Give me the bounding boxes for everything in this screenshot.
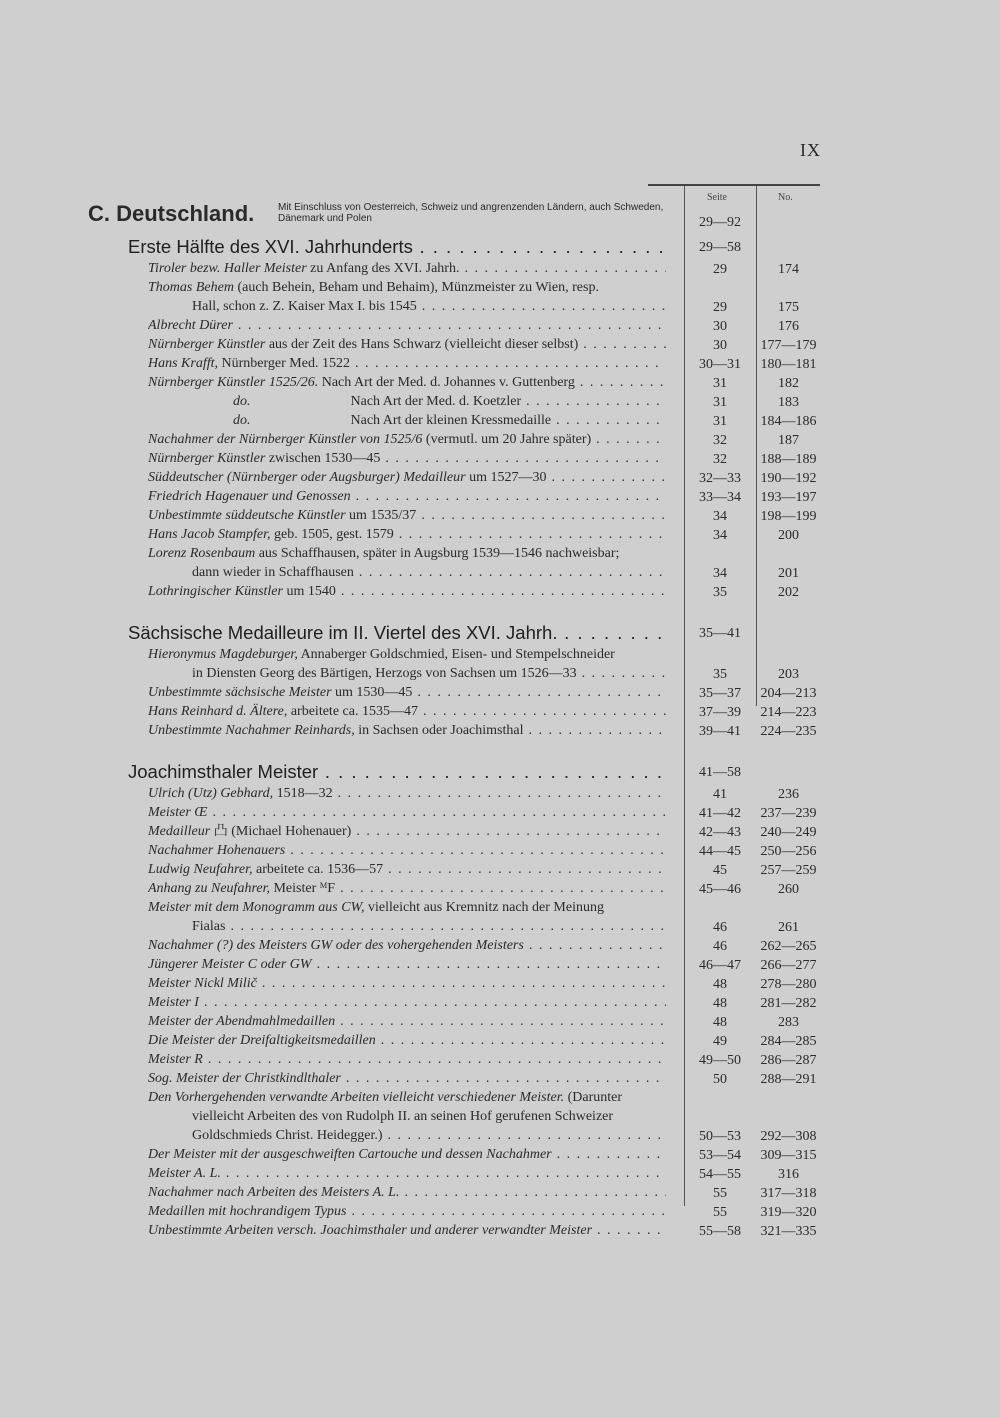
entry-number: 262—265 xyxy=(760,939,817,954)
entry-name: Thomas Behem xyxy=(148,280,234,295)
entry-number: 250—256 xyxy=(760,844,817,859)
toc-entry xyxy=(148,526,666,544)
entry-name: Hans Krafft, xyxy=(148,356,219,371)
entry-seite: 29 xyxy=(713,300,727,315)
entry-name: Medailleur xyxy=(148,824,211,839)
entry-number: 284—285 xyxy=(760,1034,817,1049)
toc-entry xyxy=(148,861,666,879)
toc-entry xyxy=(148,488,666,506)
toc-entry xyxy=(148,684,666,702)
toc-entry xyxy=(148,880,666,898)
toc-entry xyxy=(148,1089,666,1107)
entry-number: 198—199 xyxy=(760,509,817,524)
entry-seite: 34 xyxy=(713,566,727,581)
entry-name: Albrecht Dürer xyxy=(148,318,233,333)
entry-name: Meister der Abendmahlmedaillen xyxy=(148,1014,336,1029)
toc-entry xyxy=(148,1032,666,1050)
entry-number: 288—291 xyxy=(760,1072,817,1087)
entry-number: 204—213 xyxy=(760,686,817,701)
section-subtitle: Mit Einschluss von Oesterreich, Schweiz und angrenzenden Ländern, auch Schweden, Dänemark und Polen xyxy=(278,202,664,224)
entry-seite: 55 xyxy=(713,1186,727,1201)
entry-name: Meister Œ xyxy=(148,805,208,820)
entry-number: 203 xyxy=(778,667,799,682)
entry-name: Die Meister der Dreifaltigkeitsmedaillen xyxy=(148,1033,376,1048)
entry-seite: 29—58 xyxy=(699,240,741,255)
entry-seite: 41—42 xyxy=(699,806,741,821)
entry-seite: 49 xyxy=(713,1034,727,1049)
entry-description: Annaberger Goldschmied, Eisen- und Stempelschneider xyxy=(297,647,615,662)
entry-description: Nach Art der kleinen Kressmedaille xyxy=(350,413,552,428)
entry-seite: 32—33 xyxy=(699,471,741,486)
entry-number: 190—192 xyxy=(760,471,817,486)
page-number: IX xyxy=(800,140,821,160)
entry-name: Meister R xyxy=(148,1052,203,1067)
entry-seite: 34 xyxy=(713,509,727,524)
entry-number: 177—179 xyxy=(760,338,817,353)
toc-entry: vielleicht Arbeiten des von Rudolph II. an seinen Hof gerufenen Schweizer xyxy=(192,1109,614,1124)
entry-name: Lorenz Rosenbaum xyxy=(148,546,256,561)
entry-description: um 1527—30 xyxy=(465,470,547,485)
toc-entry xyxy=(148,842,666,860)
toc-entry xyxy=(148,899,666,917)
toc-entry xyxy=(148,583,666,601)
entry-seite: 42—43 xyxy=(699,825,741,840)
entry-seite: 41 xyxy=(713,787,727,802)
entry-seite: 46 xyxy=(713,939,727,954)
entry-number: 321—335 xyxy=(760,1224,817,1239)
entry-description: (vermutl. um 20 Jahre später) xyxy=(422,432,592,447)
entry-seite: 32 xyxy=(713,452,727,467)
toc-entry xyxy=(148,1051,666,1069)
entry-number: 317—318 xyxy=(760,1186,817,1201)
entry-description: arbeitete ca. 1536—57 xyxy=(252,862,384,877)
entry-seite: 48 xyxy=(713,996,727,1011)
toc-entry: dann wieder in Schaffhausen . . . xyxy=(192,564,666,582)
toc-entry xyxy=(148,507,666,525)
entry-seite: 46 xyxy=(713,920,727,935)
entry-seite: 32 xyxy=(713,433,727,448)
entry-seite: 30 xyxy=(713,338,727,353)
toc-entry: in Diensten Georg des Bärtigen, Herzogs von Sachsen um 1526—33 . . . xyxy=(192,665,666,683)
entry-name: Nürnberger Künstler 1525/26. xyxy=(148,375,319,390)
entry-description: 1518—32 xyxy=(273,786,333,801)
entry-number: 316 xyxy=(778,1167,799,1182)
entry-description: vielleicht aus Kremnitz nach der Meinung xyxy=(364,900,604,915)
entry-name: Unbestimmte sächsische Meister xyxy=(148,685,332,700)
toc-heading: Sächsische Medailleure im II. Viertel des XVI. Jahrh. . . . xyxy=(128,622,666,644)
entry-description: um 1530—45 xyxy=(331,685,413,700)
entry-description: Nach Art der Med. d. Koetzler xyxy=(350,394,522,409)
entry-seite: 44—45 xyxy=(699,844,741,859)
entry-name: Unbestimmte Nachahmer Reinhards, xyxy=(148,723,355,738)
toc-entry xyxy=(233,393,666,411)
entry-name: Hans Jacob Stampfer, xyxy=(148,527,271,542)
entry-number: 193—197 xyxy=(760,490,817,505)
entry-number: 278—280 xyxy=(760,977,817,992)
entry-description: in Sachsen oder Joachimsthal xyxy=(354,723,524,738)
entry-seite: 45—46 xyxy=(699,882,741,897)
entry-seite: 55 xyxy=(713,1205,727,1220)
entry-name: Medaillen mit hochrandigem Typus xyxy=(148,1204,347,1219)
toc-entry xyxy=(148,1013,666,1031)
entry-seite: 48 xyxy=(713,1015,727,1030)
entry-description: zwischen 1530—45 xyxy=(265,451,381,466)
entry-description: Nach Art der Med. d. Johannes v. Guttenberg xyxy=(318,375,575,390)
entry-name: Nachahmer (?) des Meisters GW oder des vohergehenden Meisters xyxy=(148,938,524,953)
entry-description: geb. 1505, gest. 1579 xyxy=(270,527,394,542)
toc-entry xyxy=(148,260,666,278)
entry-name: Meister Nickl Milič xyxy=(148,976,257,991)
entry-name: Nachahmer der Nürnberger Künstler von 1525/6 xyxy=(148,432,423,447)
entry-seite: 37—39 xyxy=(699,705,741,720)
toc-entry xyxy=(148,336,666,354)
toc-entry xyxy=(148,785,666,803)
entry-seite: 45 xyxy=(713,863,727,878)
entry-name: Jüngerer Meister C oder GW xyxy=(148,957,312,972)
entry-number: 261 xyxy=(778,920,799,935)
entry-number: 201 xyxy=(778,566,799,581)
entry-seite: 35 xyxy=(713,667,727,682)
entry-seite: 54—55 xyxy=(699,1167,741,1182)
entry-number: 224—235 xyxy=(760,724,817,739)
entry-number: 180—181 xyxy=(760,357,817,372)
entry-name: Ulrich (Utz) Gebhard, xyxy=(148,786,274,801)
entry-name: Friedrich Hagenauer und Genossen xyxy=(148,489,351,504)
entry-number: 292—308 xyxy=(760,1129,817,1144)
toc-entry: Hall, schon z. Z. Kaiser Max I. bis 1545 . . . xyxy=(192,298,666,316)
entry-name: Unbestimmte süddeutsche Künstler xyxy=(148,508,346,523)
toc-entry xyxy=(148,722,666,740)
entry-seite: 46—47 xyxy=(699,958,741,973)
entry-name: Nachahmer nach Arbeiten des Meisters A. L. xyxy=(148,1185,400,1200)
entry-description: um 1535/37 xyxy=(345,508,417,523)
entry-description: aus der Zeit des Hans Schwarz (vielleicht dieser selbst) xyxy=(265,337,579,352)
toc-entry xyxy=(148,431,666,449)
toc-entry xyxy=(148,703,666,721)
entry-number: 281—282 xyxy=(760,996,817,1011)
entry-name: Lothringischer Künstler xyxy=(148,584,283,599)
section-seite: 29—92 xyxy=(699,215,741,230)
entry-description: (auch Behein, Beham und Behaim), Münzmeister zu Wien, resp. xyxy=(233,280,599,295)
entry-name: Sog. Meister der Christkindlthaler xyxy=(148,1071,341,1086)
entry-number: 176 xyxy=(778,319,799,334)
toc-entry xyxy=(148,975,666,993)
toc-entry xyxy=(148,956,666,974)
entry-seite: 50 xyxy=(713,1072,727,1087)
entry-description: aus Schaffhausen, später in Augsburg 1539—1546 nachweisbar; xyxy=(255,546,620,561)
entry-seite: 35—37 xyxy=(699,686,741,701)
entry-seite: 49—50 xyxy=(699,1053,741,1068)
ditto-label: do. xyxy=(233,413,251,428)
entry-number: 260 xyxy=(778,882,799,897)
no-column-header: No. xyxy=(778,192,793,203)
entry-description: um 1540 xyxy=(282,584,336,599)
toc-entry xyxy=(148,374,666,392)
entry-name: Unbestimmte Arbeiten versch. Joachimsthaler und anderer verwandter Meister xyxy=(148,1223,593,1238)
entry-number: 237—239 xyxy=(760,806,817,821)
entry-number: 319—320 xyxy=(760,1205,817,1220)
entry-number: 257—259 xyxy=(760,863,817,878)
entry-name: Anhang zu Neufahrer, xyxy=(148,881,270,896)
table-top-rule xyxy=(648,184,820,186)
entry-number: 188—189 xyxy=(760,452,817,467)
entry-seite: 31 xyxy=(713,376,727,391)
toc-entry xyxy=(148,646,666,664)
entry-name: Süddeutscher (Nürnberger oder Augsburger) Medailleur xyxy=(148,470,466,485)
entry-number: 175 xyxy=(778,300,799,315)
toc-entry: Goldschmieds Christ. Heidegger.) . . . xyxy=(192,1127,666,1145)
entry-description: (Darunter xyxy=(564,1090,623,1105)
entry-description: arbeitete ca. 1535—47 xyxy=(287,704,418,719)
entry-number: 309—315 xyxy=(760,1148,817,1163)
toc-entry xyxy=(148,469,666,487)
toc-heading: Joachimsthaler Meister . . . xyxy=(128,761,666,783)
entry-seite: 55—58 xyxy=(699,1224,741,1239)
entry-description: Nürnberger Med. 1522 xyxy=(218,356,350,371)
entry-seite: 30 xyxy=(713,319,727,334)
entry-number: 266—277 xyxy=(760,958,817,973)
entry-seite: 33—34 xyxy=(699,490,741,505)
entry-number: 200 xyxy=(778,528,799,543)
entry-number: 174 xyxy=(778,262,799,277)
toc-entry xyxy=(148,994,666,1012)
entry-seite: 34 xyxy=(713,528,727,543)
toc-entry xyxy=(148,279,666,297)
entry-number: 240—249 xyxy=(760,825,817,840)
toc-entry xyxy=(148,823,666,841)
entry-number: 283 xyxy=(778,1015,799,1030)
toc-entry: Fialas . . . xyxy=(192,918,666,936)
entry-seite: 35—41 xyxy=(699,626,741,641)
entry-name: Meister A. L. xyxy=(148,1166,221,1181)
entry-number: 214—223 xyxy=(760,705,817,720)
toc-entry xyxy=(148,1070,666,1088)
entry-name: Nürnberger Künstler xyxy=(148,451,266,466)
entry-description: Meister ᴹF xyxy=(269,881,336,896)
entry-name: Tiroler bezw. Haller Meister xyxy=(148,261,307,276)
entry-description: 凸 (Michael Hohenauer) xyxy=(210,824,352,839)
entry-name: Nachahmer Hohenauers xyxy=(148,843,286,858)
entry-name: Ludwig Neufahrer, xyxy=(148,862,253,877)
entry-seite: 30—31 xyxy=(699,357,741,372)
entry-seite: 48 xyxy=(713,977,727,992)
entry-name: Hans Reinhard d. Ältere, xyxy=(148,704,288,719)
toc-entry xyxy=(148,1146,666,1164)
entry-number: 183 xyxy=(778,395,799,410)
entry-seite: 41—58 xyxy=(699,765,741,780)
entry-seite: 50—53 xyxy=(699,1129,741,1144)
entry-name: Hieronymus Magdeburger, xyxy=(148,647,298,662)
entry-number: 187 xyxy=(778,433,799,448)
ditto-label: do. xyxy=(233,394,251,409)
entry-number: 236 xyxy=(778,787,799,802)
toc-entry xyxy=(148,355,666,373)
entry-seite: 29 xyxy=(713,262,727,277)
toc-entry xyxy=(148,804,666,822)
toc-entry xyxy=(148,545,666,563)
toc-entry xyxy=(148,317,666,335)
toc-entry xyxy=(148,1165,666,1183)
toc-heading: Erste Hälfte des XVI. Jahrhunderts . . . xyxy=(128,236,666,258)
entry-seite: 39—41 xyxy=(699,724,741,739)
entry-seite: 31 xyxy=(713,395,727,410)
entry-seite: 35 xyxy=(713,585,727,600)
section-title: C. Deutschland. xyxy=(88,201,255,226)
entry-name: Nürnberger Künstler xyxy=(148,337,266,352)
toc-entry xyxy=(148,450,666,468)
entry-number: 286—287 xyxy=(760,1053,817,1068)
entry-name: Der Meister mit der ausgeschweiften Cartouche und dessen Nachahmer xyxy=(148,1147,552,1162)
toc-entry xyxy=(233,412,666,430)
seite-column-header: Seite xyxy=(707,192,727,203)
toc-entry xyxy=(148,1203,666,1221)
entry-name: Meister I xyxy=(148,995,199,1010)
entry-seite: 53—54 xyxy=(699,1148,741,1163)
section-title-block xyxy=(88,200,688,230)
toc-entry xyxy=(148,937,666,955)
toc-entry xyxy=(148,1222,666,1240)
entry-description: zu Anfang des XVI. Jahrh. xyxy=(306,261,460,276)
entry-seite: 31 xyxy=(713,414,727,429)
entry-number: 182 xyxy=(778,376,799,391)
entry-name: Meister mit dem Monogramm aus CW, xyxy=(148,900,365,915)
entry-number: 184—186 xyxy=(760,414,817,429)
entry-number: 202 xyxy=(778,585,799,600)
toc-entry xyxy=(148,1184,666,1202)
entry-name: Den Vorhergehenden verwandte Arbeiten vielleicht verschiedener Meister. xyxy=(148,1090,565,1105)
